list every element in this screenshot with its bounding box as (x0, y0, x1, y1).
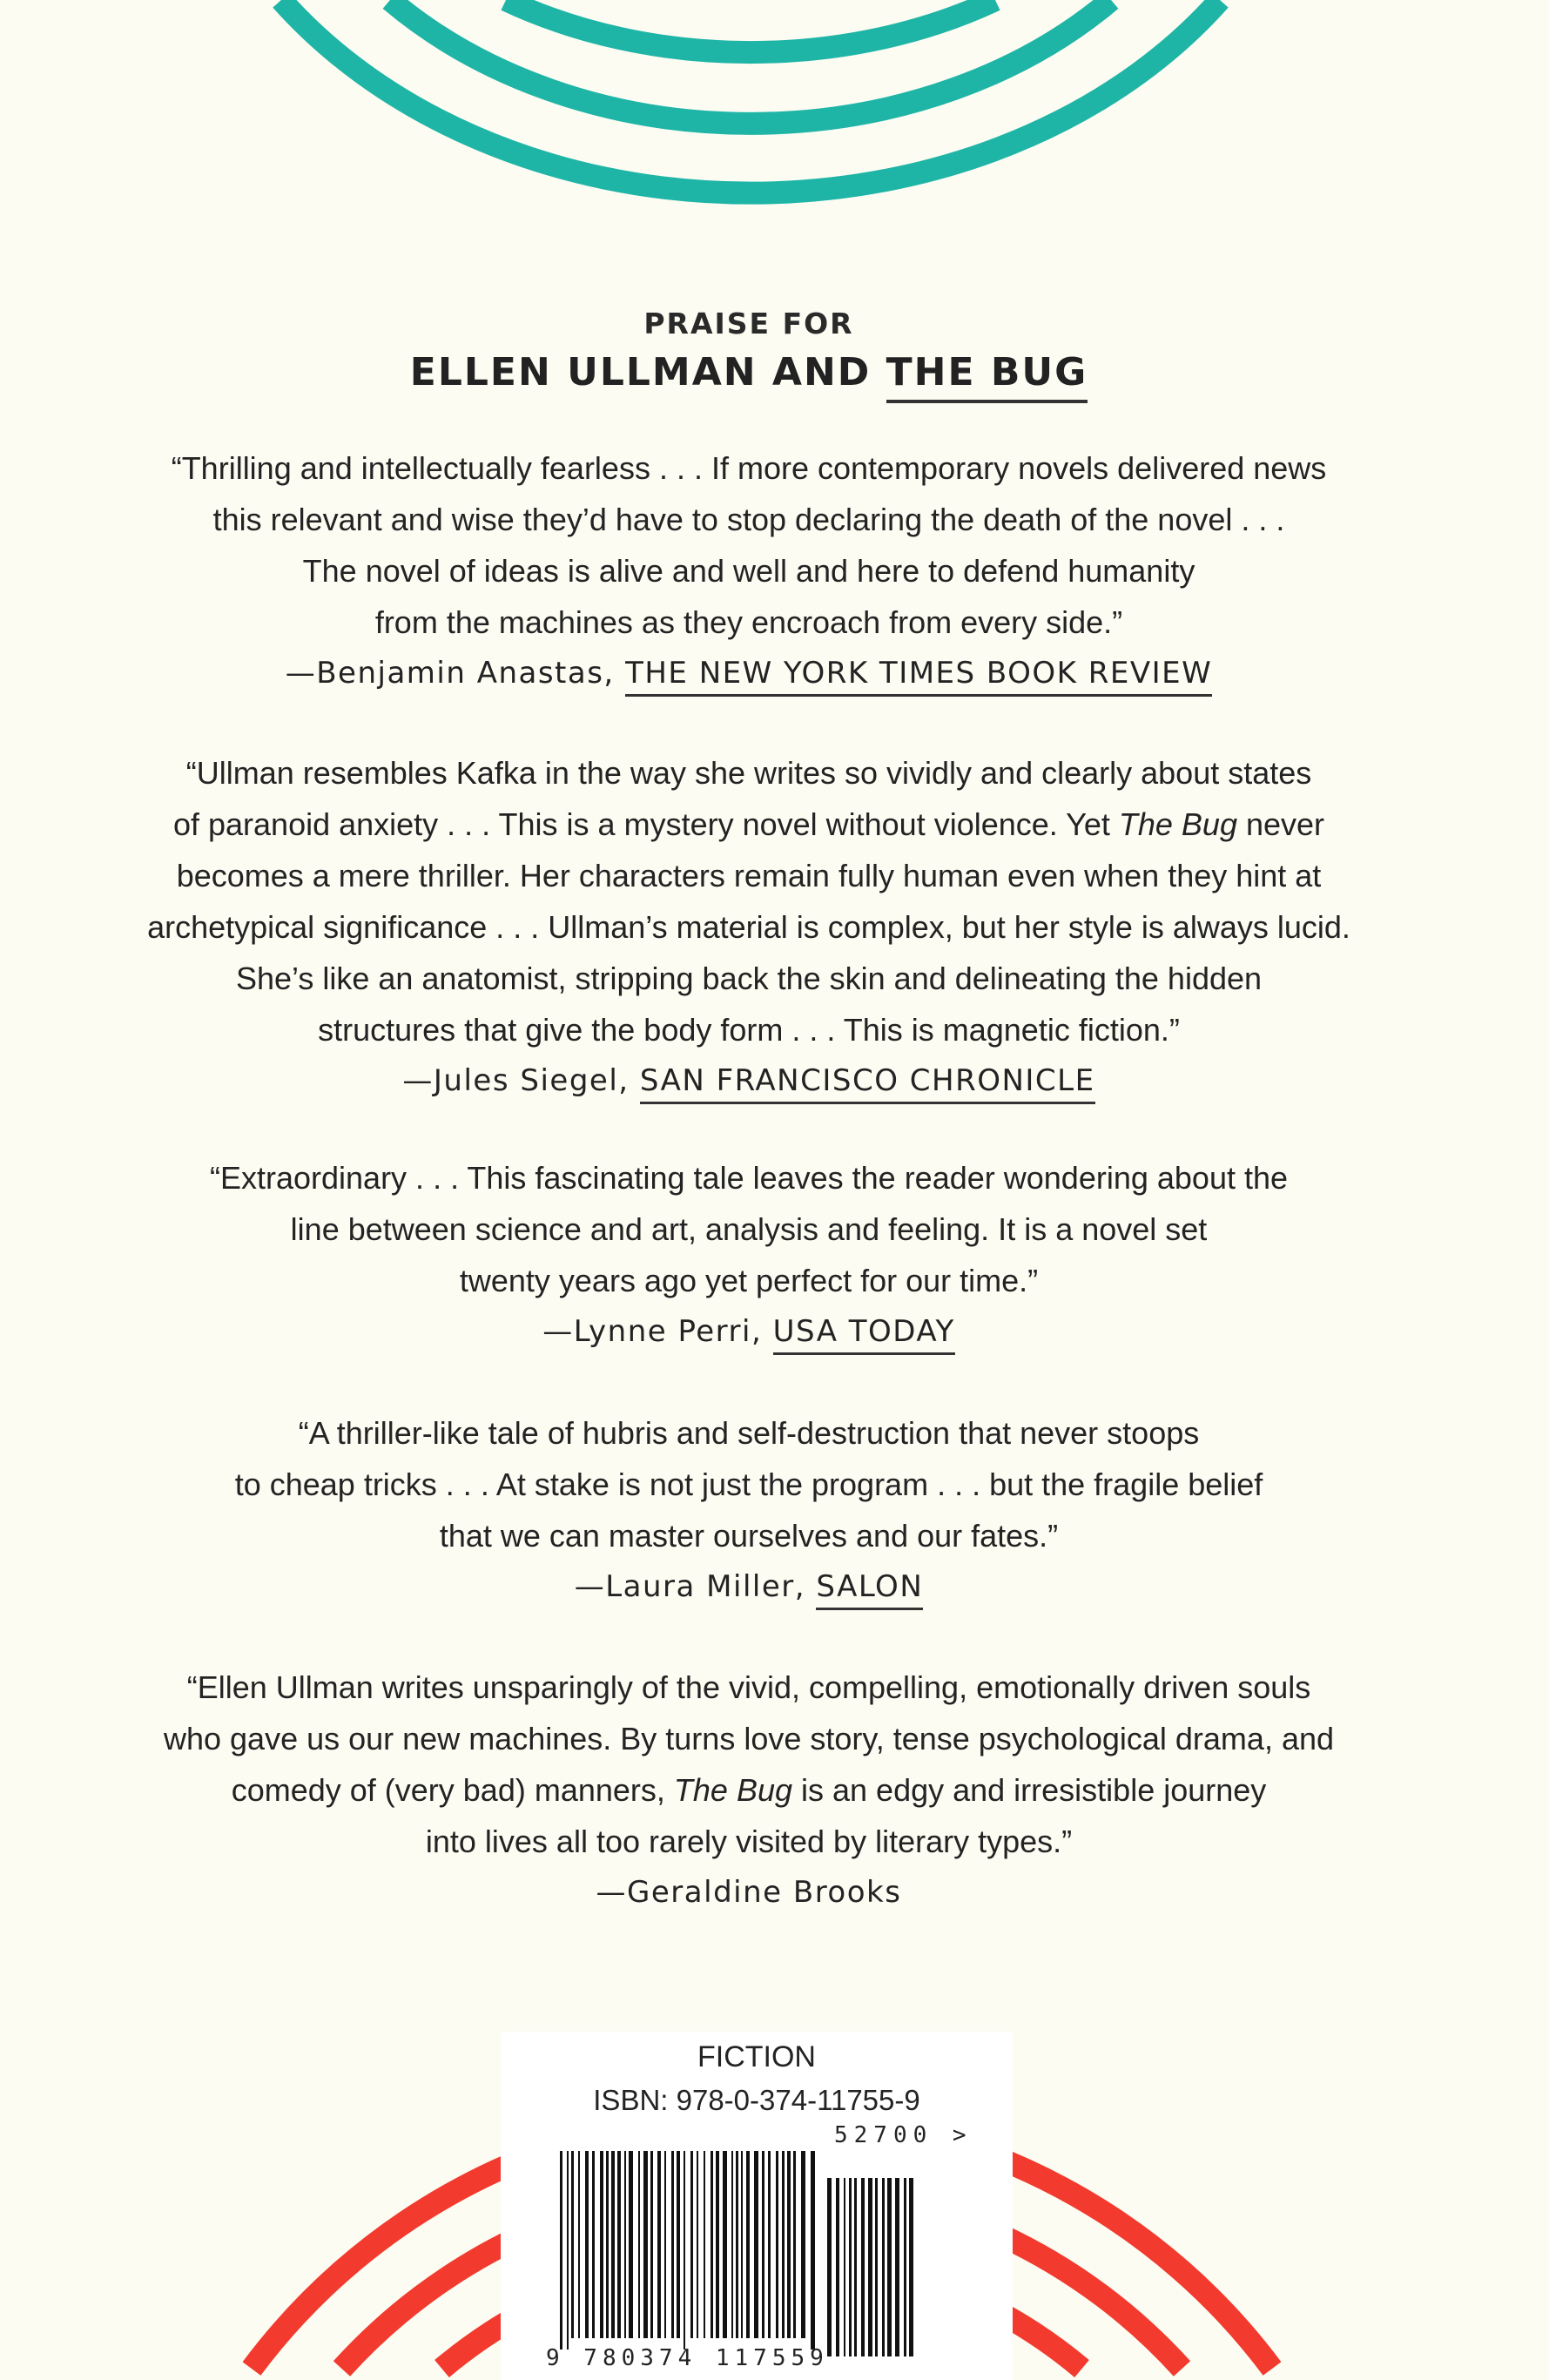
quote-text: line between science and art, analysis and feeling. It is a novel set (290, 1211, 1208, 1247)
barcode-bar (731, 2151, 733, 2338)
attribution-publication: SALON (816, 1569, 923, 1610)
barcode-bar (849, 2178, 852, 2356)
quote-line (35, 1004, 1463, 1055)
title-prefix: ELLEN ULLMAN AND (409, 350, 886, 394)
attribution-author: —Laura Miller, (574, 1569, 817, 1604)
quote-line (35, 597, 1463, 648)
quote-text: to cheap tricks . . . At stake is not just the program . . . but the fragile belief (234, 1466, 1263, 1502)
barcode-bar (827, 2178, 832, 2356)
quote-attribution (35, 648, 1463, 699)
barcode-bar (875, 2178, 878, 2356)
quote-line (35, 1764, 1463, 1816)
barcode-bar (585, 2151, 589, 2338)
barcode-bar (650, 2151, 653, 2338)
attribution-publication: THE NEW YORK TIMES BOOK REVIEW (625, 656, 1212, 697)
barcode-bar (909, 2178, 913, 2356)
barcode-bar (677, 2151, 680, 2338)
barcode-bar (776, 2151, 778, 2338)
teal-arcs-top (281, 0, 1220, 193)
quote-text: who gave us our new machines. By turns love story, tense psychological drama, and (163, 1721, 1335, 1756)
title-book: THE BUG (886, 350, 1088, 403)
quote-attribution (35, 1306, 1463, 1358)
attribution-publication: SAN FRANCISCO CHRONICLE (640, 1063, 1095, 1104)
barcode-bar (560, 2151, 562, 2350)
praise-title (0, 350, 1498, 394)
quote-line (35, 850, 1463, 901)
barcode-panel (501, 2032, 1013, 2380)
barcode-bar (782, 2151, 785, 2338)
quote-line (35, 1255, 1463, 1306)
barcode-bar (664, 2151, 666, 2338)
barcode-bar (811, 2151, 815, 2350)
barcode-bar (643, 2151, 648, 2338)
quote-block (35, 1662, 1463, 1918)
barcode-bar (787, 2151, 791, 2338)
quote-line (35, 545, 1463, 597)
barcode-bar (592, 2151, 595, 2338)
barcode-bar (684, 2151, 685, 2350)
barcode-bar (844, 2178, 845, 2356)
quote-text: “A thriller-like tale of hubris and self-destruction that never stoops (298, 1415, 1200, 1451)
quote-text: comedy of (very bad) manners, (231, 1772, 674, 1808)
barcode-bar (793, 2151, 796, 2338)
barcode-bar (854, 2178, 857, 2356)
attribution-author: —Geraldine Brooks (596, 1875, 902, 1910)
quote-text: of paranoid anxiety . . . This is a mystery novel without violence. Yet (172, 806, 1119, 842)
quote-attribution (35, 1561, 1463, 1613)
barcode-bar (801, 2151, 805, 2338)
quote-text: this relevant and wise they’d have to stop declaring the death of the novel . . . (212, 502, 1285, 537)
barcode-bar (861, 2178, 865, 2356)
barcode-bar (741, 2151, 743, 2338)
quote-text: archetypical significance . . . Ullman’s material is complex, but her style is always lucid. (147, 909, 1350, 945)
quote-text: into lives all too rarely visited by literary types.” (425, 1824, 1073, 1859)
barcode-bar (887, 2178, 892, 2356)
barcode-bar (746, 2151, 750, 2338)
quote-line (35, 799, 1463, 850)
quote-line (35, 747, 1463, 799)
barcode-icon (501, 2032, 1013, 2380)
quote-text: from the machines as they encroach from every side.” (374, 604, 1123, 640)
quote-attribution (35, 1867, 1463, 1918)
quote-block (35, 747, 1463, 1107)
barcode-bar (624, 2151, 626, 2338)
barcode-bar (754, 2151, 758, 2338)
barcode-bar (629, 2151, 633, 2338)
quote-line (35, 442, 1463, 494)
isbn-label: ISBN: 978-0-374-11755-9 (593, 2084, 920, 2116)
attribution-author: —Lynne Perri, (542, 1314, 773, 1349)
barcode-bar (723, 2151, 727, 2338)
barcode-bar (711, 2151, 713, 2338)
barcode-digits: 9 780374 117559 (546, 2345, 829, 2371)
quote-text: She’s like an anatomist, stripping back the skin and delineating the hidden (235, 961, 1263, 996)
quote-text: The novel of ideas is alive and well and here to defend humanity (302, 553, 1195, 589)
barcode-addon: 52700 > (834, 2122, 973, 2148)
quote-line (35, 953, 1463, 1004)
quote-line (35, 494, 1463, 545)
quote-line (35, 1816, 1463, 1867)
barcode-bar (904, 2178, 906, 2356)
barcode-bar (600, 2151, 603, 2338)
quote-line (35, 1203, 1463, 1255)
barcode-bar (606, 2151, 609, 2338)
quote-text: “Thrilling and intellectually fearless . . . If more contemporary novels delivered news (171, 450, 1327, 486)
quote-text: is an edgy and irresistible journey (792, 1772, 1267, 1808)
quote-line (35, 1510, 1463, 1561)
quote-block (35, 1152, 1463, 1358)
barcode-bar (611, 2151, 615, 2338)
barcode-bar (617, 2151, 621, 2338)
barcode-bar (716, 2151, 719, 2338)
barcode-bar (868, 2178, 872, 2356)
attribution-publication: USA TODAY (773, 1314, 955, 1355)
quote-italic-title: The Bug (1118, 806, 1237, 842)
quote-text: “Ellen Ullman writes unsparingly of the vivid, compelling, emotionally driven souls (186, 1669, 1311, 1705)
quote-text: “Ullman resembles Kafka in the way she writes so vividly and clearly about states (185, 755, 1312, 791)
barcode-bar (690, 2151, 693, 2338)
barcode-bar (671, 2151, 674, 2338)
barcode-bar (836, 2178, 839, 2356)
barcode-bar (578, 2151, 580, 2338)
barcode-bar (895, 2178, 899, 2356)
attribution-author: —Benjamin Anastas, (285, 656, 626, 691)
attribution-author: —Jules Siegel, (402, 1063, 640, 1098)
praise-for-label: PRAISE FOR (643, 307, 854, 340)
quote-line (35, 1152, 1463, 1203)
barcode-bar (697, 2151, 698, 2338)
barcode-bar (704, 2151, 705, 2338)
quote-text: that we can master ourselves and our fates.” (439, 1518, 1059, 1554)
category-label: FICTION (697, 2040, 816, 2073)
quote-text: “Extraordinary . . . This fascinating tale leaves the reader wondering about the (209, 1160, 1289, 1196)
quote-text: never (1236, 806, 1325, 842)
barcode-bar (736, 2151, 738, 2338)
quote-line (35, 1662, 1463, 1713)
barcode-bar (762, 2151, 764, 2338)
teal-arc-inner (506, 0, 995, 52)
barcode-bar (567, 2151, 569, 2350)
barcode-bar (768, 2151, 771, 2338)
quote-line (35, 1713, 1463, 1764)
quote-attribution (35, 1055, 1463, 1107)
quote-text: becomes a mere thriller. Her characters remain fully human even when they hint at (176, 858, 1322, 893)
quote-block (35, 442, 1463, 699)
quote-line (35, 1459, 1463, 1510)
barcode-bar (882, 2178, 885, 2356)
quote-text: twenty years ago yet perfect for our time.” (459, 1263, 1039, 1298)
barcode-bar (638, 2151, 640, 2338)
quote-text: structures that give the body form . . . This is magnetic fiction.” (318, 1012, 1180, 1048)
barcode-bar (657, 2151, 661, 2338)
quote-block (35, 1407, 1463, 1613)
quote-line (35, 1407, 1463, 1459)
quote-italic-title: The Bug (673, 1772, 792, 1808)
quote-line (35, 901, 1463, 953)
barcode-bar (571, 2151, 574, 2338)
